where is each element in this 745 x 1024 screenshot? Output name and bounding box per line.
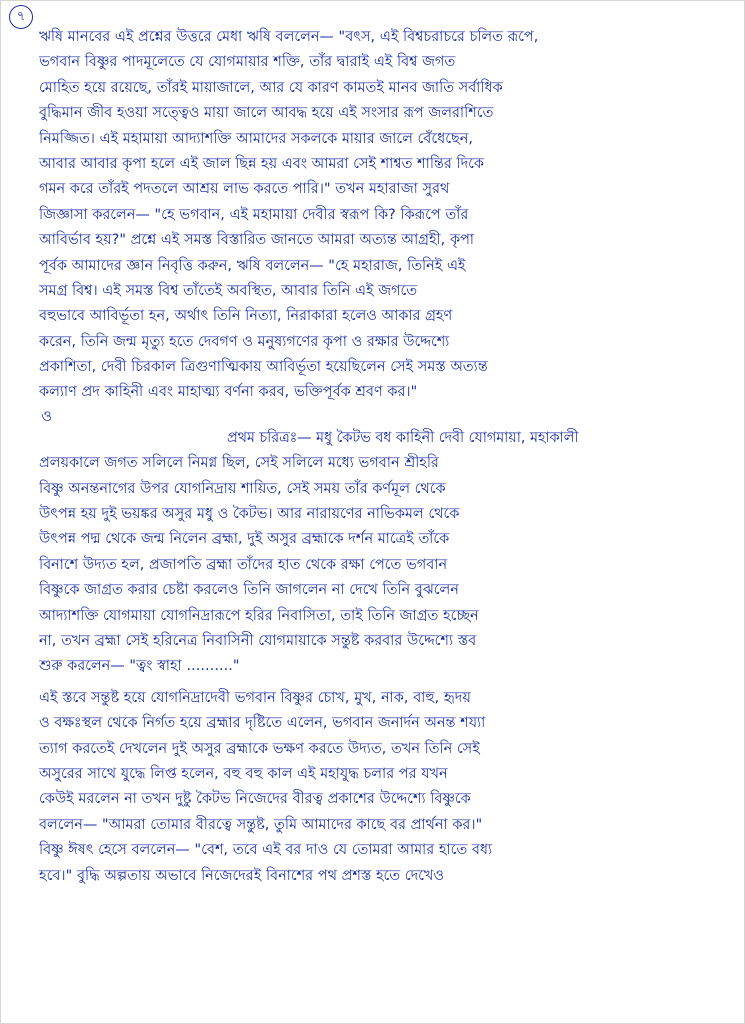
text-line: সমগ্র বিশ্ব। এই সমস্ত বিশ্ব তাঁতেই অবস্থিত, আবার তিনি এই জগতে [39,282,418,299]
text-line: ও বক্ষঃস্থল থেকে নির্গত হয়ে ব্রহ্মার দৃষ্টিতে এলেন, ভগবান জনার্দন অনন্ত শয্যা [39,715,486,732]
text-line: বহুভাবে আবির্ভূতা হন, অর্থাৎ তিনি নিত্যা, নিরাকারা হলেও আকার গ্রহণ [39,308,453,325]
paragraph-2 [39,451,714,680]
section-mark: ও [41,406,53,425]
text-line: এই স্তবে সন্তুষ্ট হয়ে যোগনিদ্রাদেবী ভগবান বিষ্ণুর চোখ, মুখ, নাক, বাহু, হৃদয় [39,689,471,706]
paragraph-1 [39,25,714,406]
text-line: আবার আবার কৃপা হলে এই জাল ছিন্ন হয় এবং আমরা সেই শাশ্বত শান্তির দিকে [39,155,485,172]
text-line: পূর্বক আমাদের জ্ঞান নিবৃত্তি করুন, ঋষি বললেন— "হে মহারাজ, তিনিই এই [39,257,466,274]
text-line: বিনাশে উদ্যত হল, প্রজাপতি ব্রহ্মা তাঁদের হাত থেকে রক্ষা পেতে ভগবান [39,556,448,573]
text-line: ঋষি মানবের এই প্রশ্নের উত্তরে মেধা ঋষি বললেন— "বৎস, এই বিশ্বচরাচরে চলিত রূপে, [39,29,539,45]
page-number: ৭ [9,5,33,29]
text-line: উৎপন্ন পদ্ম থেকে জন্ম নিলেন ব্রহ্মা, দুই অসুর ব্রহ্মাকে দর্শন মাত্রেই তাঁকে [39,531,450,548]
text-line: গমন করে তাঁরই পদতলে আশ্রয় লাভ করতে পারি।" তখন মহারাজা সুরথ [39,181,450,198]
text-line: হবে।" বুদ্ধি অল্পতায় অভাবে নিজেদেরই বিনাশের পথ প্রশস্ত হতে দেখেও [39,867,445,884]
text-line: প্রলয়কালে জগত সলিলে নিমগ্ন ছিল, সেই সলিলে মধ্যে ভগবান শ্রীহরি [39,455,439,472]
text-line: কল্যাণ প্রদ কাহিনী এবং মাহাত্ম্য বর্ণনা করব, ভক্তিপূর্বক শ্রবণ কর।" [39,384,418,401]
text-line: প্রকাশিতা, দেবী চিরকাল ত্রিগুণাত্মিকায় আবির্ভূতা হয়েছিলেন সেই সমস্ত অত্যন্ত [39,359,488,376]
text-line: বিষ্ণু অনন্তনাগের উপর যোগনিদ্রায় শায়িত, সেই সময় তাঁর কর্ণমূল থেকে [39,480,446,497]
text-line: কেউই মরলেন না তখন দুষ্টু কৈটভ নিজেদের বীরত্ব প্রকাশের উদ্দেশ্যে বিষ্ণুকে [39,791,471,808]
text-line: না, তখন ব্রহ্মা সেই হরিনেত্র নিবাসিনী যোগমায়াকে সন্তুষ্ট করবার উদ্দেশ্যে স্তব [39,632,477,649]
text-line: ভগবান বিষ্ণুর পাদমূলেতে যে যোগমায়ার শক্তি, তাঁর দ্বারাই এই বিশ্ব জগত [39,54,456,71]
paragraph-3 [39,686,714,889]
text-line: বললেন— "আমরা তোমার বীরত্বে সন্তুষ্ট, তুমি আমাদের কাছে বর প্রার্থনা কর।" [39,816,483,833]
text-line: মোহিত হয়ে রয়েছে, তাঁরই মায়াজালে, আর যে কারণ কামতই মানব জাতি সর্বাধিক [39,79,503,96]
text-line: শুরু করলেন— "ত্বং স্বাহা .........." [39,658,240,675]
chapter-heading: প্রথম চরিত্রঃ— মধু কৈটভ বধ কাহিনী দেবী যোগমায়া, মহাকালী [227,429,579,446]
text-line: করেন, তিনি জন্ম মৃত্যু হতে দেবগণ ও মনুষ্যগণের কৃপা ও রক্ষার উদ্দেশ্যে [39,333,450,350]
text-line: আবির্ভাব হয়?" প্রশ্নে এই সমস্ত বিস্তারিত জানতে আমরা অত্যন্ত আগ্রহী, কৃপা [39,232,475,249]
text-line: জিজ্ঞাসা করলেন— "হে ভগবান, এই মহামায়া দেবীর স্বরূপ কি? কিরূপে তাঁর [39,206,469,223]
text-line: নিমজ্জিত। এই মহামায়া আদ্যাশক্তি আমাদের সকলকে মায়ার জালে বেঁধেছেন, [39,130,474,147]
text-line: ত্যাগ করতেই দেখলেন দুই অসুর ব্রহ্মাকে ভক্ষণ করতে উদ্যত, তখন তিনি সেই [39,740,480,757]
text-line: বিষ্ণুকে জাগ্রত করার চেষ্টা করলেও তিনি জাগলেন না দেখে তিনি বুঝলেন [39,582,459,599]
text-line: উৎপন্ন হয় দুই ভয়ঙ্কর অসুর মধু ও কৈটভ। আর নারায়ণের নাভিকমল থেকে [39,506,460,523]
text-line: বিষ্ণু ঈষৎ হেসে বললেন— "বেশ, তবে এই বর দাও যে তোমরা আমার হাতে বধ্য [39,842,493,859]
text-line: অসুরের সাথে যুদ্ধে লিপ্ত হলেন, বহু বহু কাল এই মহাযুদ্ধ চলার পর যখন [39,765,448,782]
text-line: আদ্যাশক্তি যোগমায়া যোগনিদ্রারূপে হরির নিবাসিতা, তাই তিনি জাগ্রত হচ্ছেন [39,607,479,624]
text-line: বুদ্ধিমান জীব হওয়া সত্ত্বেও মায়া জালে আবদ্ধ হয়ে এই সংসার রূপ জলরাশিতে [39,105,494,122]
